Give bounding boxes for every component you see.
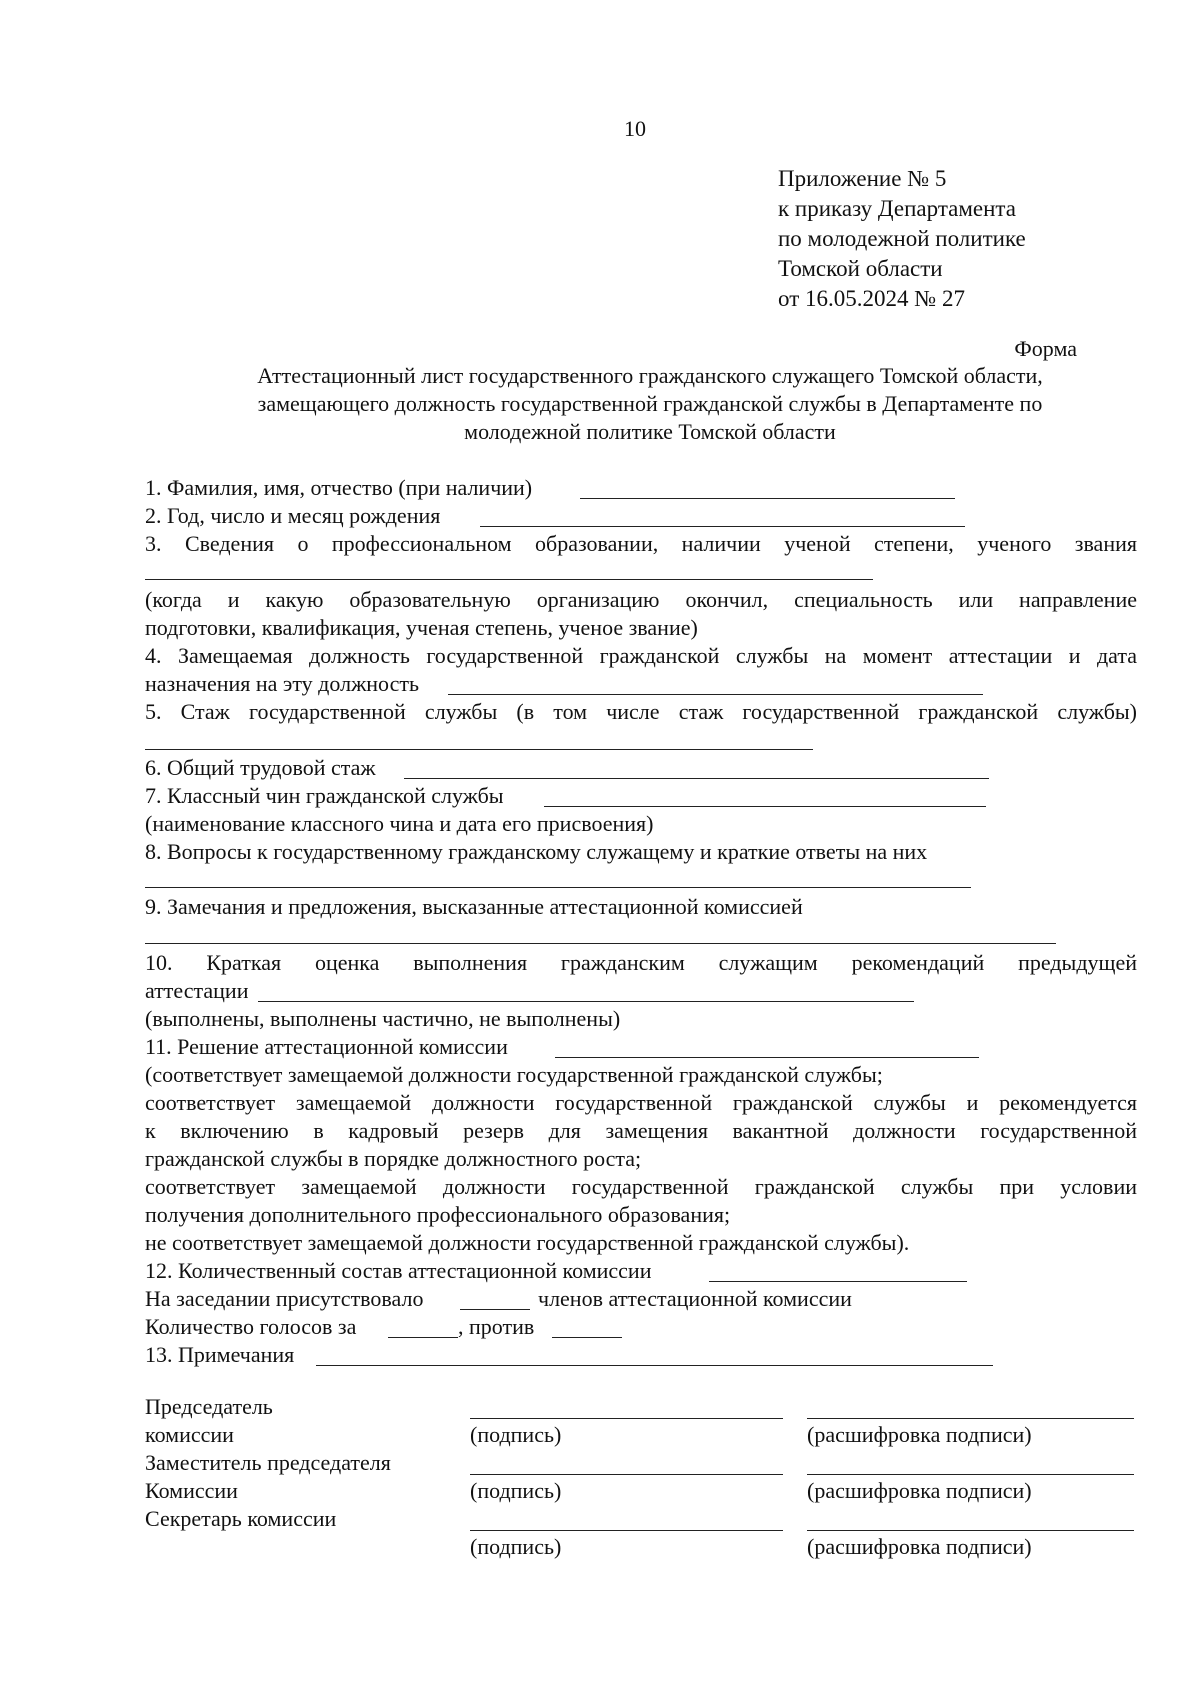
present-count-field[interactable] <box>460 1309 530 1310</box>
item-10-field[interactable] <box>258 1001 914 1002</box>
item-12-field[interactable] <box>709 1281 967 1282</box>
appendix-line: от 16.05.2024 № 27 <box>778 286 965 311</box>
item-3-note: подготовки, квалификация, ученая степень, ученое звание) <box>145 615 698 640</box>
item-2-label: 2. Год, число и месяц рождения <box>145 503 441 528</box>
chair-signature-field[interactable] <box>470 1418 783 1419</box>
item-10-note: (выполнены, выполнены частично, не выполнены) <box>145 1006 621 1031</box>
signature-caption: (подпись) <box>470 1478 562 1503</box>
document-title <box>170 362 1130 446</box>
item-6-field[interactable] <box>404 778 989 779</box>
item-3-field[interactable] <box>145 579 873 580</box>
appendix-line: Приложение № 5 <box>778 166 947 191</box>
item-13-field[interactable] <box>316 1365 993 1366</box>
decode-caption: (расшифровка подписи) <box>807 1534 1032 1559</box>
decode-caption: (расшифровка подписи) <box>807 1422 1032 1447</box>
item-11-option: получения дополнительного профессионального образования; <box>145 1202 731 1227</box>
chair-decode-field[interactable] <box>807 1418 1134 1419</box>
secretary-signature-field[interactable] <box>470 1530 783 1531</box>
item-11-option: не соответствует замещаемой должности государственной гражданской службы). <box>145 1230 910 1255</box>
secretary-decode-field[interactable] <box>807 1530 1134 1531</box>
form-label: Форма <box>1014 336 1077 361</box>
item-5-field[interactable] <box>145 749 813 750</box>
present-label-suffix: членов аттестационной комиссии <box>538 1286 852 1311</box>
signature-caption: (подпись) <box>470 1534 562 1559</box>
votes-against-label: , против <box>458 1314 535 1339</box>
item-7-note: (наименование классного чина и дата его присвоения) <box>145 811 654 836</box>
item-7-label: 7. Классный чин гражданской службы <box>145 783 504 808</box>
item-10-label: аттестации <box>145 978 249 1003</box>
item-11-option: к включению в кадровый резерв для замещения вакантной должности государственной <box>145 1118 1137 1143</box>
item-8-label: 8. Вопросы к государственному гражданскому служащему и краткие ответы на них <box>145 839 928 864</box>
title-line: Аттестационный лист государственного гражданского служащего Томской области, <box>257 363 1043 388</box>
item-3-note: (когда и какую образовательную организацию окончил, специальность или направление <box>145 587 1137 612</box>
item-3-label: 3. Сведения о профессиональном образовании, наличии ученой степени, ученого звания <box>145 531 1137 556</box>
item-6-label: 6. Общий трудовой стаж <box>145 755 376 780</box>
item-2-field[interactable] <box>480 526 965 527</box>
item-1-field[interactable] <box>580 498 955 499</box>
title-line: молодежной политике Томской области <box>464 419 836 444</box>
item-11-option: соответствует замещаемой должности государственной гражданской службы и рекомендуется <box>145 1090 1137 1115</box>
votes-for-label: Количество голосов за <box>145 1314 357 1339</box>
item-9-label: 9. Замечания и предложения, высказанные аттестационной комиссией <box>145 894 803 919</box>
item-11-field[interactable] <box>555 1057 979 1058</box>
appendix-block <box>778 164 1026 314</box>
deputy-signature-field[interactable] <box>470 1474 783 1475</box>
appendix-line: к приказу Департамента <box>778 196 1016 221</box>
item-9-field[interactable] <box>145 943 1056 944</box>
item-8-field[interactable] <box>145 887 971 888</box>
present-label: На заседании присутствовало <box>145 1286 424 1311</box>
item-11-option: (соответствует замещаемой должности государственной гражданской службы; <box>145 1062 883 1087</box>
appendix-line: Томской области <box>778 256 943 281</box>
decode-caption: (расшифровка подписи) <box>807 1478 1032 1503</box>
item-10-label: 10. Краткая оценка выполнения гражданским служащим рекомендаций предыдущей <box>145 950 1137 975</box>
deputy-decode-field[interactable] <box>807 1474 1134 1475</box>
item-11-label: 11. Решение аттестационной комиссии <box>145 1034 508 1059</box>
deputy-label: Комиссии <box>145 1478 238 1503</box>
item-13-label: 13. Примечания <box>145 1342 295 1367</box>
item-4-label: 4. Замещаемая должность государственной гражданской службы на момент аттестации и дата <box>145 643 1137 668</box>
chair-label: Председатель <box>145 1394 273 1419</box>
item-12-label: 12. Количественный состав аттестационной комиссии <box>145 1258 652 1283</box>
votes-against-field[interactable] <box>552 1337 622 1338</box>
item-4-label: назначения на эту должность <box>145 671 420 696</box>
secretary-label: Секретарь комиссии <box>145 1506 337 1531</box>
item-11-option: гражданской службы в порядке должностного роста; <box>145 1146 642 1171</box>
signature-caption: (подпись) <box>470 1422 562 1447</box>
chair-label: комиссии <box>145 1422 234 1447</box>
item-4-field[interactable] <box>448 694 983 695</box>
item-1-label: 1. Фамилия, имя, отчество (при наличии) <box>145 475 533 500</box>
page-number: 10 <box>624 116 646 141</box>
votes-for-field[interactable] <box>388 1337 458 1338</box>
item-5-label: 5. Стаж государственной службы (в том числе стаж государственной гражданской службы) <box>145 699 1137 724</box>
appendix-line: по молодежной политике <box>778 226 1026 251</box>
item-11-option: соответствует замещаемой должности государственной гражданской службы при условии <box>145 1174 1137 1199</box>
deputy-label: Заместитель председателя <box>145 1450 391 1475</box>
item-7-field[interactable] <box>544 806 986 807</box>
title-line: замещающего должность государственной гражданской службы в Департаменте по <box>257 391 1043 416</box>
